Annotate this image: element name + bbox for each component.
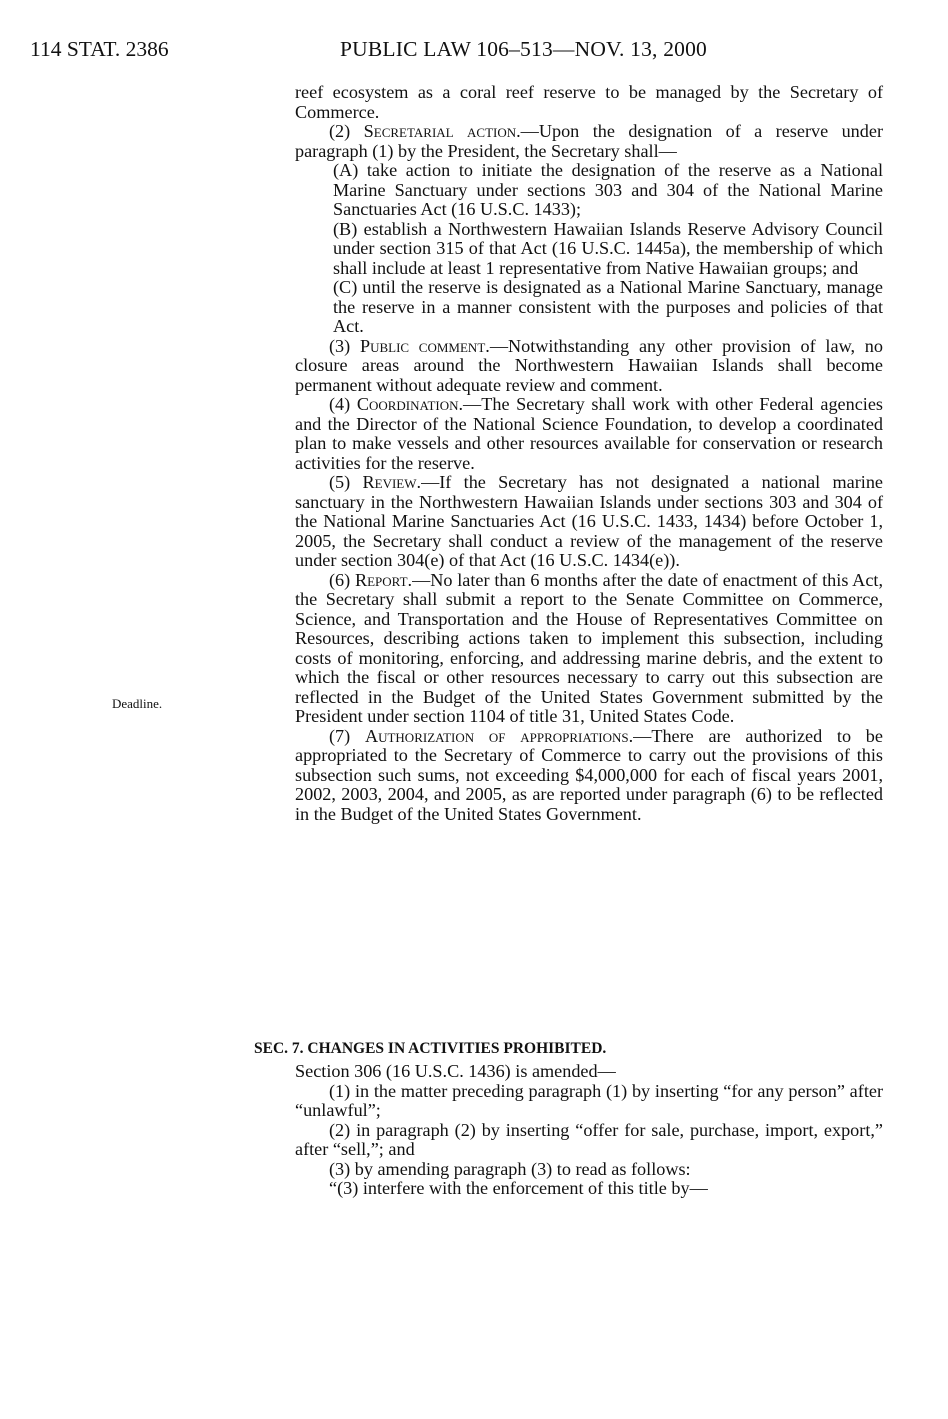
paragraph-number: (6) — [329, 569, 355, 590]
paragraph-2-secretarial-action — [295, 122, 883, 161]
page-header — [30, 34, 920, 64]
subparagraph-b: (B) establish a Northwestern Hawaiian Islands Reserve Advisory Council under section 315 of that Act (16 U.S.C. 1445a), the membership of which shall include at least 1 representative from Native Hawaiian groups; and — [333, 218, 883, 278]
section-7-lead: Section 306 (16 U.S.C. 1436) is amended— — [295, 1061, 616, 1081]
paragraph-heading: Coordination — [356, 394, 459, 414]
law-title: PUBLIC LAW 106–513—NOV. 13, 2000 — [340, 37, 708, 61]
margin-note-deadline: Deadline. — [112, 696, 163, 711]
section-7-heading: SEC. 7. CHANGES IN ACTIVITIES PROHIBITED. — [254, 1040, 607, 1057]
paragraph-body: .—No later than 6 months after the date of enactment of this Act, the Secretary shall submit a report to the Senate Committee on Commerce, Science, and Transportation and the House of Representatives Committee on Resources, describing actions taken to implement this subsection, including costs of monitoring, enforcing, and addressing marine debris, and the extent to which the fiscal or other resources necessary to carry out this subsection are reflected in the Budget of the United States Government submitted by the President under section 1104 of title 31, United States Code. — [295, 569, 883, 726]
paragraph-continuation: reef ecosystem as a coral reef reserve to be managed by the Secretary of Commerce. — [295, 82, 883, 122]
paragraph-heading: Report — [354, 569, 408, 590]
paragraph-heading: Authorization of appropriations — [364, 725, 629, 746]
section-7-text — [295, 1062, 883, 1199]
page-citation: 114 STAT. 2386 — [30, 37, 169, 61]
subparagraph-a: (A) take action to initiate the designation of the reserve as a National Marine Sanctuary under sections 303 and 304 of the National Marine Sanctuaries Act (16 U.S.C. 1433); — [333, 160, 883, 219]
paragraph-heading: Secretarial action — [363, 121, 517, 141]
paragraph-heading: Public comment — [359, 335, 486, 356]
paragraph-7-authorization — [295, 727, 883, 825]
paragraph-3-public-comment — [295, 337, 883, 396]
main-text — [295, 83, 883, 824]
paragraph-body: .—Upon the designation of a reserve under paragraph (1) by the President, the Secretary shall— — [295, 121, 883, 161]
paragraph-body: .—The Secretary shall work with other Federal agencies and the Director of the National Science Foundation, to develop a coordinated plan to make vessels and other resources available for conservation or research activities for the reserve. — [295, 394, 883, 473]
section-7-item-4: “(3) interfere with the enforcement of this title by— — [329, 1178, 708, 1198]
paragraph-heading: Review — [362, 472, 417, 492]
paragraph-number: (5) — [329, 472, 363, 492]
section-7-item-2: (2) in paragraph (2) by inserting “offer for sale, purchase, import, export,” after “sell,”; and — [295, 1119, 883, 1159]
paragraph-4-coordination — [295, 395, 883, 473]
paragraph-number: (3) — [329, 335, 360, 356]
paragraph-number: (4) — [329, 394, 357, 414]
subparagraph-c: (C) until the reserve is designated as a National Marine Sanctuary, manage the reserve in a manner consistent with the purposes and policies of that Act. — [333, 277, 883, 336]
paragraph-6-report — [295, 571, 883, 727]
paragraph-body: .—Notwithstanding any other provision of law, no closure areas around the Northwestern Hawaiian Islands shall become permanent without adequate review and comment. — [295, 335, 883, 395]
section-7-item-3: (3) by amending paragraph (3) to read as follows: — [329, 1158, 691, 1179]
section-7-item-1: (1) in the matter preceding paragraph (1) by inserting “for any person” after “unlawful”; — [295, 1080, 883, 1120]
paragraph-number: (7) — [329, 725, 365, 746]
paragraph-number: (2) — [329, 121, 364, 141]
paragraph-body: .—If the Secretary has not designated a national marine sanctuary in the Northwestern Hawaiian Islands under sections 303 and 304 of the National Marine Sanctuaries Act (16 U.S.C. 1433, 1434) before October 1, 2005, the Secretary shall conduct a review of the management of the reserve under section 304(e) of that Act (16 U.S.C. 1434(e)). — [295, 472, 883, 570]
paragraph-body: .—There are authorized to be appropriated to the Secretary of Commerce to carry out the provisions of this subsection such sums, not exceeding $4,000,000 for each of fiscal years 2001, 2002, 2003, 2004, and 2005, as are reported under paragraph (6) to be reflected in the Budget of the United States Government. — [295, 725, 883, 824]
paragraph-5-review — [295, 473, 883, 571]
